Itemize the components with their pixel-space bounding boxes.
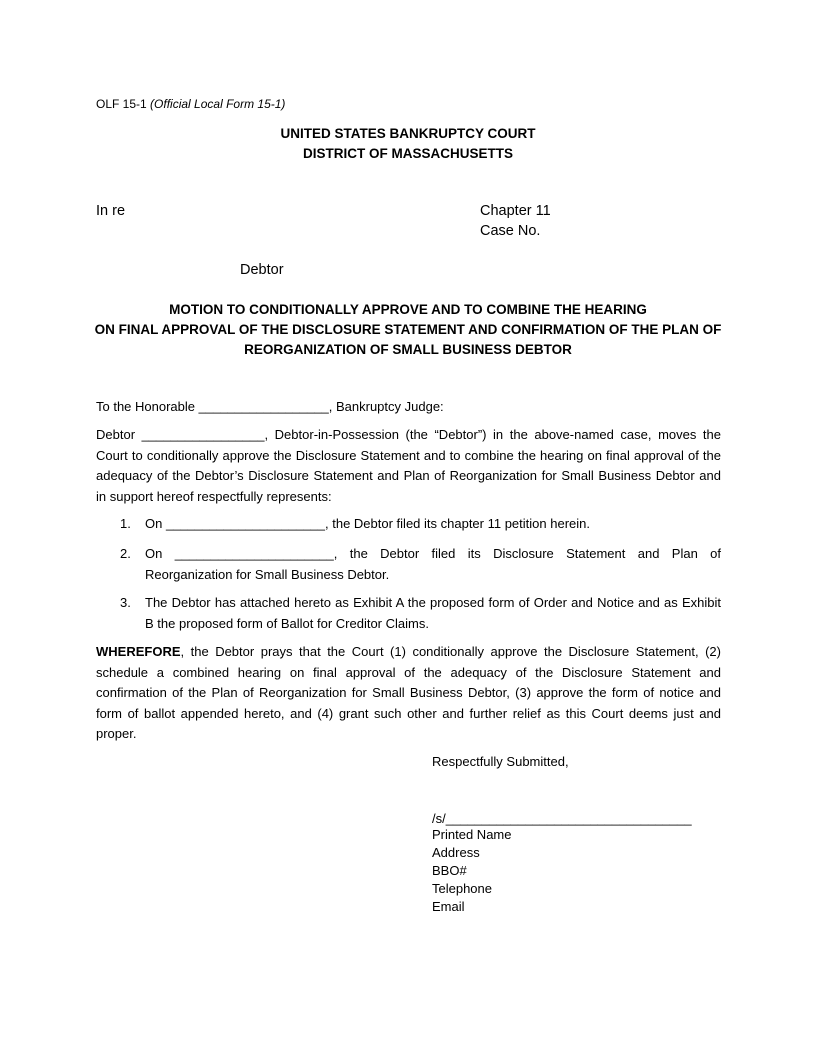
motion-title [90,300,726,360]
bbo-label: BBO# [432,863,467,878]
telephone-label: Telephone [432,881,492,896]
signature-line: /s/__________________________________ [432,811,692,826]
court-name: UNITED STATES BANKRUPTCY COURT [280,126,536,141]
motion-title-line-3: REORGANIZATION OF SMALL BUSINESS DEBTOR [244,342,572,357]
list-item-text: On ______________________, the Debtor filed its chapter 11 petition herein. [145,516,590,531]
form-code: OLF 15-1 [96,97,147,111]
intro-paragraph: Debtor _________________, Debtor-in-Possession (the “Debtor”) in the above-named case, moves the Court to conditionally approve the Disclosure Statement and to combine the hearing on final approval of the adequacy of the Debtor’s Disclosure Statement and Plan of Reorganization for Small Business Debtor and in support hereof respectfully represents: [96,427,721,504]
form-identifier [96,97,285,111]
wherefore-text: , the Debtor prays that the Court (1) conditionally approve the Disclosure Statement, (2) schedule a combined hearing on final approval of the adequacy of the Disclosure Statement and confirmation of the Plan of Reorganization for Small Business Debtor, (3) approve the form of notice and form of ballot appended hereto, and (4) grant such other and further relief as this Court deems just and proper. [96,644,721,741]
list-item [120,514,721,535]
wherefore-lead: WHEREFORE [96,644,181,659]
list-item-number: 2. [120,546,131,561]
chapter-label: Chapter 11 [480,203,551,219]
list-item-number: 1. [120,516,131,531]
closing-text: Respectfully Submitted, [432,754,569,769]
address-label: Address [432,845,480,860]
printed-name-label: Printed Name [432,827,512,842]
motion-title-line-2: ON FINAL APPROVAL OF THE DISCLOSURE STATEMENT AND CONFIRMATION OF THE PLAN OF [94,322,722,337]
email-label: Email [432,899,465,914]
list-item-text: The Debtor has attached hereto as Exhibit A the proposed form of Order and Notice and as Exhibit B the proposed form of Ballot for Creditor Claims. [145,595,721,631]
list-item [120,544,721,585]
debtor-label: Debtor [240,262,284,278]
list-item [120,593,721,634]
wherefore-paragraph [96,642,721,745]
in-re-label: In re [96,203,126,219]
salutation: To the Honorable __________________, Bankruptcy Judge: [96,399,444,414]
list-item-text: On ______________________, the Debtor filed its Disclosure Statement and Plan of Reorganization for Small Business Debtor. [145,546,721,582]
court-district: DISTRICT OF MASSACHUSETTS [302,146,513,161]
case-number-label: Case No. [480,223,541,239]
form-name: (Official Local Form 15-1) [150,97,286,111]
motion-title-line-1: MOTION TO CONDITIONALLY APPROVE AND TO COMBINE THE HEARING [169,302,647,317]
list-item-number: 3. [120,595,131,610]
